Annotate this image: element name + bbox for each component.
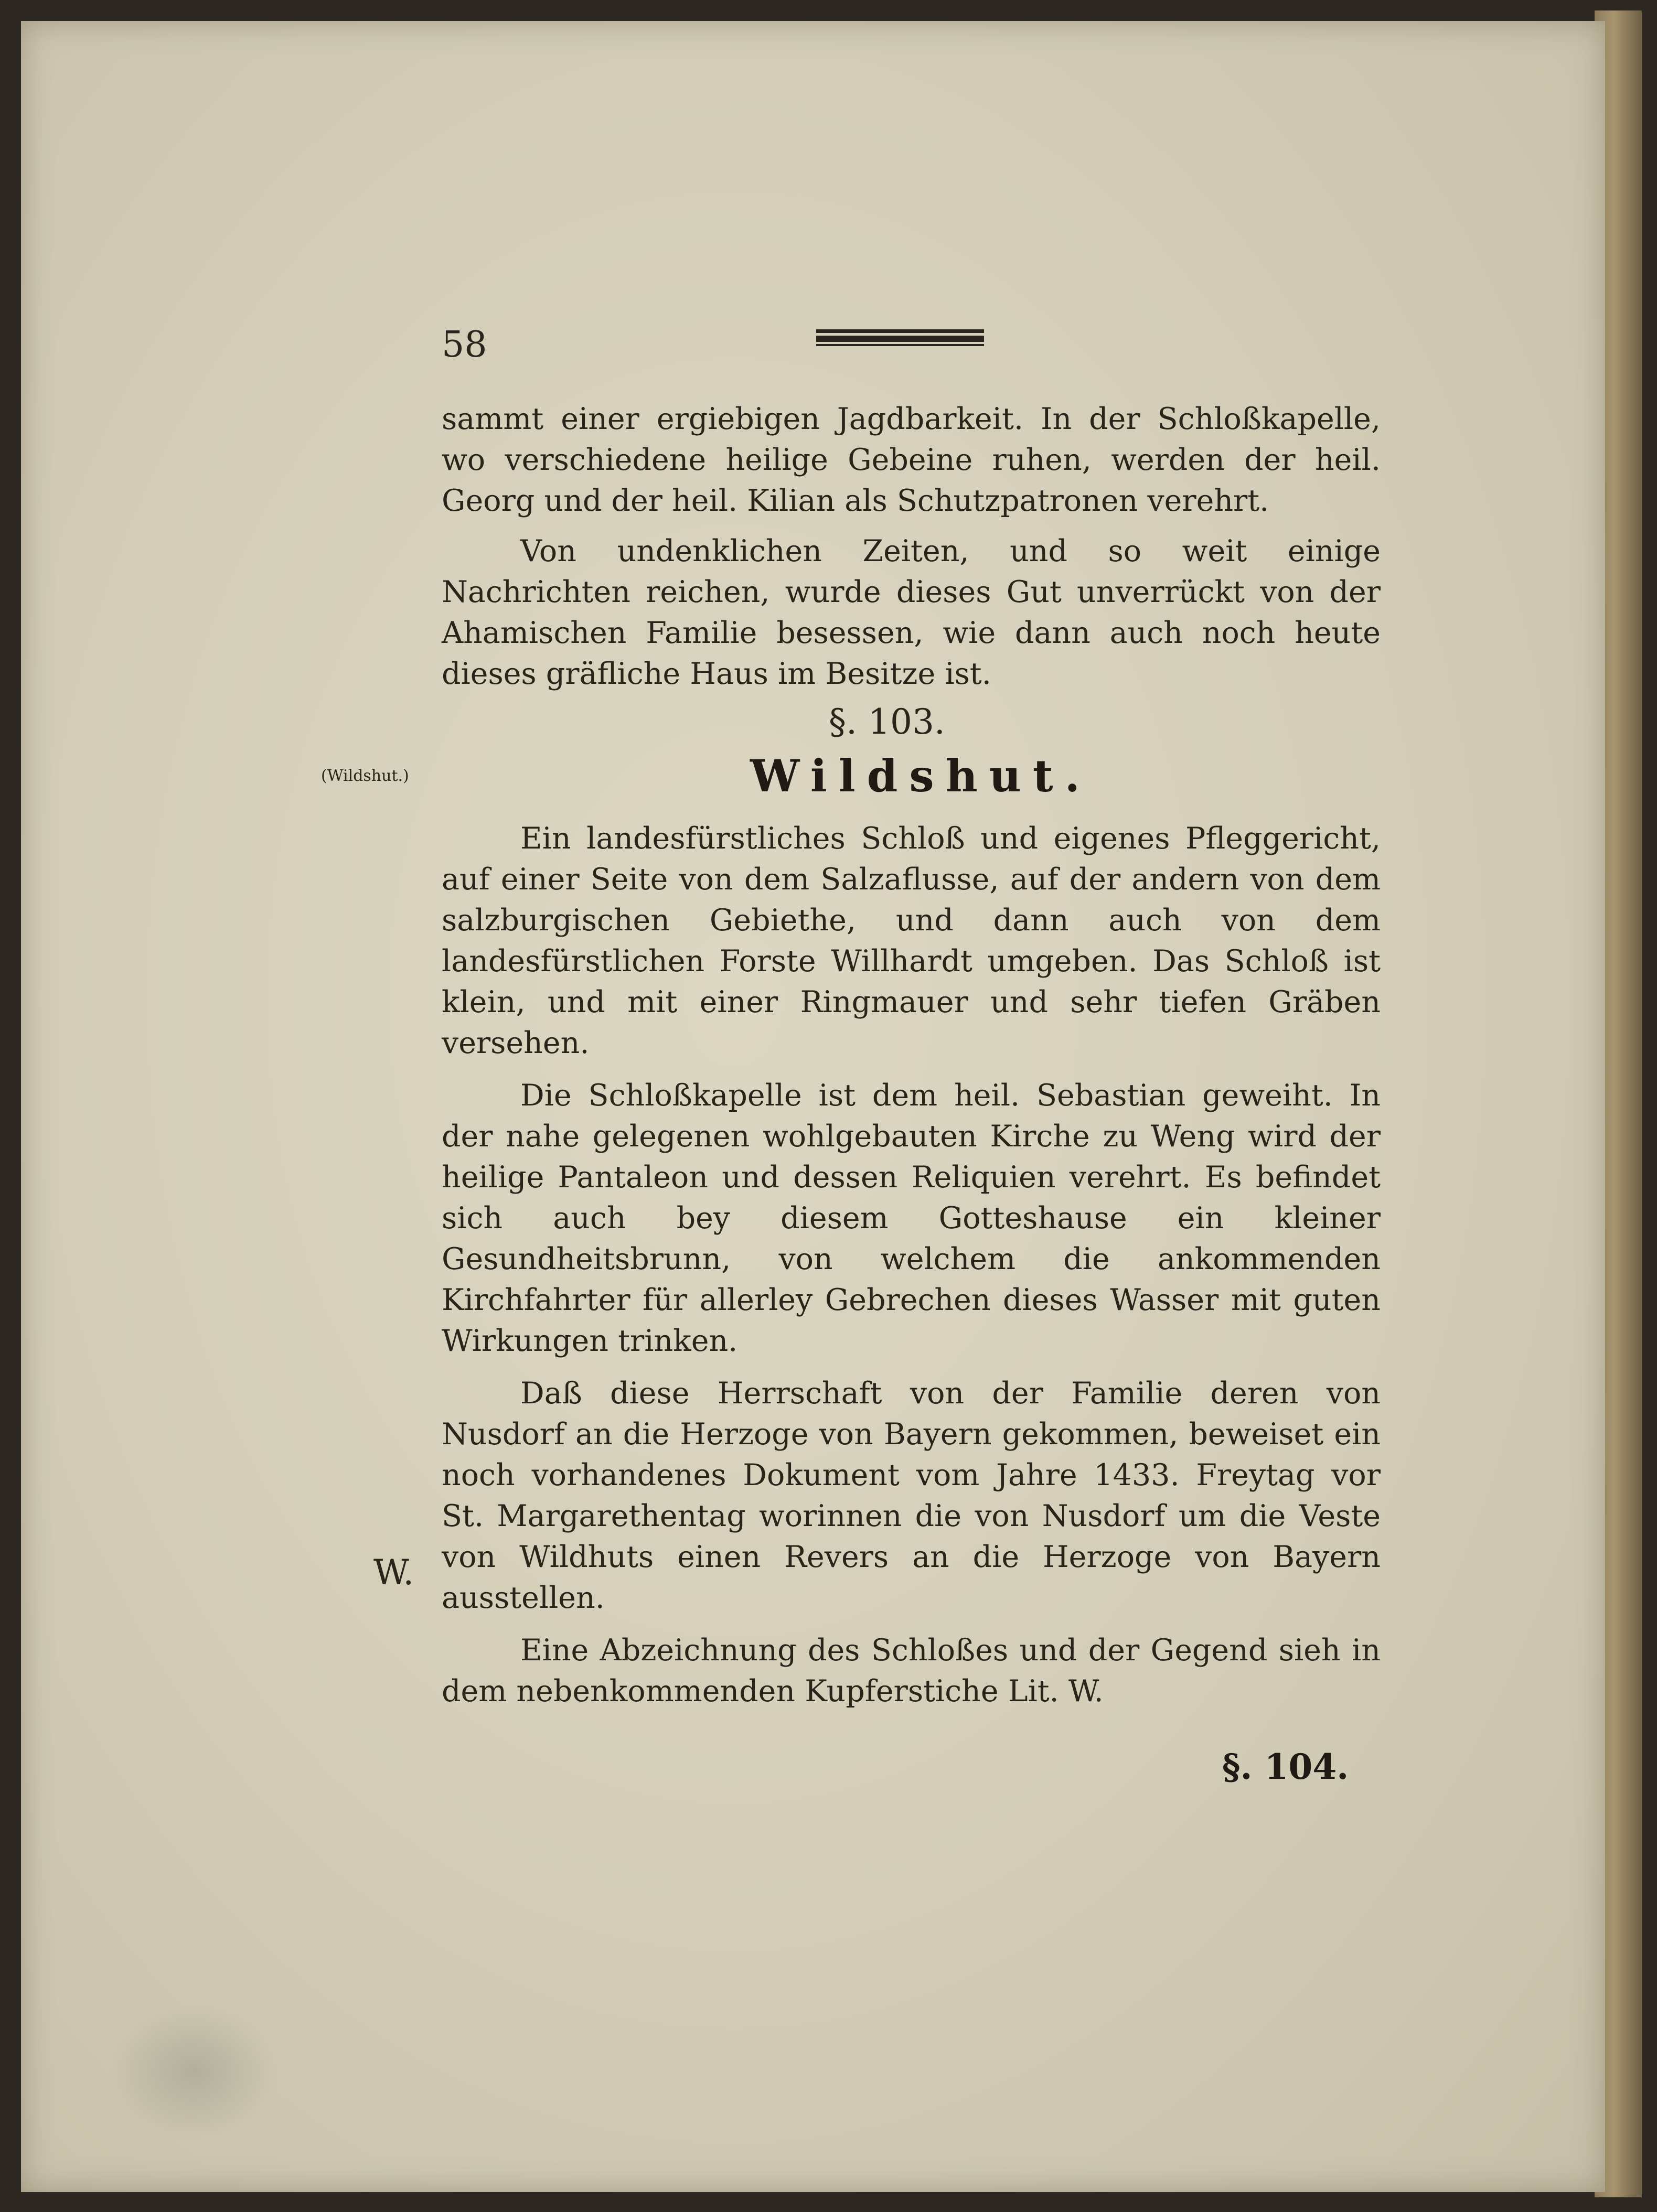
paper-stain <box>110 2003 278 2140</box>
page-number: 58 <box>442 324 487 366</box>
catchword: §. 104. <box>1222 1746 1349 1787</box>
section-paragraph-3: Daß diese Herrschaft von der Familie deren von Nusdorf an die Herzoge von Bayern gekommen, beweiset ein noch vorhandenes Dokument vom Jahre 1433. Freytag vor St. Margarethentag worinnen die von Nusdorf um die Veste von Wildhuts einen Revers an die Herzoge von Bayern ausstellen. <box>442 1376 1381 1615</box>
section-paragraph-2: Die Schloßkapelle ist dem heil. Sebastian geweiht. In der nahe gelegenen wohlgebauten Kirche zu Weng wird der heilige Pantaleon und dessen Reliquien verehrt. Es befindet sich auch bey diesem Gotteshause ein kleiner Gesundheitsbrunn, von welchem die ankommenden Kirchfahrter für allerley Gebrechen dieses Wasser mit guten Wirkungen trinken. <box>442 1078 1381 1358</box>
section-title: Wildshut. <box>750 750 1092 802</box>
section-paragraph-4: Eine Abzeichnung des Schloßes und der Gegend sieh in dem nebenkommenden Kupferstiche Lit. W. <box>442 1633 1381 1709</box>
plate-reference-letter: W. <box>373 1552 414 1593</box>
header-ornament-rule <box>816 329 984 346</box>
section-text <box>442 818 1381 1712</box>
section-paragraph-1: Ein landesfürstliches Schloß und eigenes Pfleggericht, auf einer Seite von dem Salzaflusse, auf der andern von dem salzburgischen Gebiethe, und dann auch von dem landesfürstlichen Forste Willhardt umgeben. Das Schloß ist klein, und mit einer Ringmauer und sehr tiefen Gräben versehen. <box>442 821 1381 1060</box>
intro-text <box>442 399 1381 694</box>
section-mark: §. 103. <box>829 702 945 742</box>
intro-paragraph-2: Von undenklichen Zeiten, und so weit einige Nachrichten reichen, wurde dieses Gut unverrückt von der Ahamischen Familie besessen, wie dann auch noch heute dieses gräfliche Haus im Besitze ist. <box>442 534 1381 691</box>
intro-paragraph-1: sammt einer ergiebigen Jagdbarkeit. In der Schloßkapelle, wo verschiedene heilige Gebeine ruhen, werden der heil. Georg und der heil. Kilian als Schutzpatronen verehrt. <box>442 402 1381 518</box>
margin-note: (Wildshut.) <box>321 767 409 785</box>
